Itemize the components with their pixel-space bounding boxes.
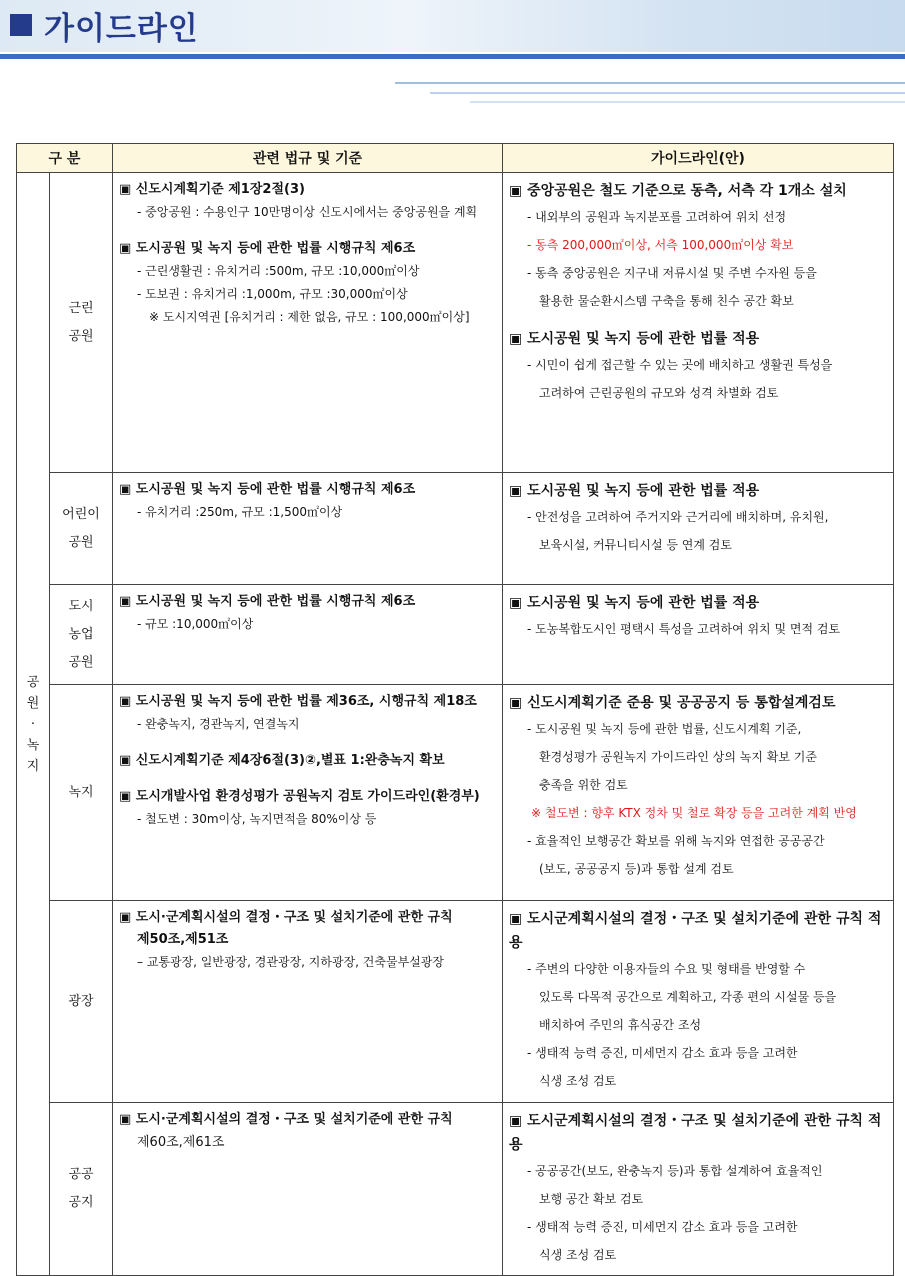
law-line: - 규모 :10,000㎡이상 — [137, 617, 254, 631]
guideline-line: - 안전성을 고려하여 주거지와 근거리에 배치하며, 유치원, — [527, 510, 829, 524]
guideline-cell — [503, 173, 894, 473]
guideline-line: - 효율적인 보행공간 확보를 위해 녹지와 연접한 공공공간 — [527, 834, 825, 848]
guideline-line: - 동측 중앙공원은 지구내 저류시설 및 주변 수자원 등을 — [527, 266, 817, 280]
law-line: - 근린생활권 : 유치거리 :500m, 규모 :10,000㎡이상 — [137, 264, 420, 278]
guideline-line: - 동측 200,000㎡이상, 서측 100,000㎡이상 확보 — [527, 238, 794, 252]
guideline-line: - 생태적 능력 증진, 미세먼지 감소 효과 등을 고려한 — [527, 1046, 798, 1060]
subcategory-cell: 근린 공원 — [50, 173, 113, 473]
law-line: ▣ 도시·군계획시설의 결정・구조 및 설치기준에 관한 규칙 — [119, 1112, 453, 1127]
guideline-line: - 도농복합도시인 평택시 특성을 고려하여 위치 및 면적 검토 — [527, 622, 841, 636]
law-cell — [113, 901, 503, 1103]
guideline-cell — [503, 473, 894, 585]
law-cell — [113, 585, 503, 685]
law-line: ▣ 도시·군계획시설의 결정・구조 및 설치기준에 관한 규칙 — [119, 910, 453, 925]
decorative-line — [470, 101, 905, 103]
guideline-line: - 주변의 다양한 이용자들의 수요 및 형태를 반영할 수 — [527, 962, 806, 976]
guideline-line: ※ 철도변 : 향후 KTX 정차 및 철로 확장 등을 고려한 계획 반영 — [531, 806, 857, 820]
guideline-line: 배치하여 주민의 휴식공간 조성 — [539, 1018, 702, 1032]
subcategory-cell: 녹지 — [50, 685, 113, 901]
guideline-line: (보도, 공공공지 등)과 통합 설계 검토 — [539, 862, 734, 876]
square-bullet-icon — [10, 14, 32, 36]
law-line: – 교통광장, 일반광장, 경관광장, 지하광장, 건축물부설광장 — [137, 955, 444, 969]
header-guideline: 가이드라인(안) — [503, 144, 894, 173]
law-cell — [113, 1103, 503, 1276]
header-law: 관련 법규 및 기준 — [113, 144, 503, 173]
header-divider — [0, 54, 905, 59]
guideline-line: - 내외부의 공원과 녹지분포를 고려하여 위치 선정 — [527, 210, 787, 224]
table-header-row — [17, 144, 894, 173]
law-line: ▣ 신도시계획기준 제1장2절(3) — [119, 182, 305, 197]
guideline-line: 충족을 위한 검토 — [539, 778, 628, 792]
table-row — [17, 1103, 894, 1276]
guideline-line: - 도시공원 및 녹지 등에 관한 법률, 신도시계획 기준, — [527, 722, 802, 736]
guideline-line: - 공공공간(보도, 완충녹지 등)과 통합 설계하여 효율적인 — [527, 1164, 823, 1178]
guideline-line: - 생태적 능력 증진, 미세먼지 감소 효과 등을 고려한 — [527, 1220, 798, 1234]
subcategory-cell: 공공 공지 — [50, 1103, 113, 1276]
law-line: ▣ 도시공원 및 녹지 등에 관한 법률 시행규칙 제6조 — [119, 241, 416, 256]
guideline-line: - 시민이 쉽게 접근할 수 있는 곳에 배치하고 생활권 특성을 — [527, 358, 833, 372]
guideline-line: 환경성평가 공원녹지 가이드라인 상의 녹지 확보 기준 — [539, 750, 817, 764]
law-line: - 도보권 : 유치거리 :1,000m, 규모 :30,000㎡이상 — [137, 287, 408, 301]
law-line: ▣ 도시개발사업 환경성평가 공원녹지 검토 가이드라인(환경부) — [119, 789, 480, 804]
law-line: ▣ 도시공원 및 녹지 등에 관한 법률 시행규칙 제6조 — [119, 594, 416, 609]
law-line: 제60조,제61조 — [137, 1135, 225, 1150]
category-cell: 공 원 · 녹 지 — [17, 173, 50, 1276]
page-title: 가이드라인 — [44, 11, 199, 47]
law-line: - 유치거리 :250m, 규모 :1,500㎡이상 — [137, 505, 343, 519]
law-line: ▣ 신도시계획기준 제4장6절(3)②,별표 1:완충녹지 확보 — [119, 753, 445, 768]
law-line: - 철도변 : 30m이상, 녹지면적을 80%이상 등 — [137, 812, 377, 826]
table-row — [17, 473, 894, 585]
decorative-line — [430, 92, 905, 94]
guideline-line: ▣ 중앙공원은 철도 기준으로 동측, 서측 각 1개소 설치 — [509, 183, 847, 199]
table-row — [17, 585, 894, 685]
law-cell — [113, 173, 503, 473]
guideline-line: 고려하여 근린공원의 규모와 성격 차별화 검토 — [539, 386, 779, 400]
guideline-table — [16, 143, 894, 1276]
guideline-line: ▣ 도시군계획시설의 결정・구조 및 설치기준에 관한 규칙 적용 — [509, 911, 882, 951]
guideline-cell — [503, 585, 894, 685]
subcategory-cell: 광장 — [50, 901, 113, 1103]
law-line: ※ 도시지역권 [유치거리 : 제한 없음, 규모 : 100,000㎡이상] — [149, 310, 470, 324]
guideline-line: ▣ 도시공원 및 녹지 등에 관한 법률 적용 — [509, 595, 760, 611]
guideline-cell — [503, 685, 894, 901]
table-row — [17, 901, 894, 1103]
decorative-line — [395, 82, 905, 84]
law-cell — [113, 473, 503, 585]
table-row — [17, 685, 894, 901]
law-line: - 중앙공원 : 수용인구 10만명이상 신도시에서는 중앙공원을 계획 — [137, 205, 478, 219]
law-line: 제50조,제51조 — [137, 932, 229, 947]
subcategory-cell: 도시 농업 공원 — [50, 585, 113, 685]
guideline-line: 있도록 다목적 공간으로 계획하고, 각종 편의 시설물 등을 — [539, 990, 837, 1004]
guideline-line: 활용한 물순환시스템 구축을 통해 친수 공간 확보 — [539, 294, 794, 308]
law-cell — [113, 685, 503, 901]
guideline-line: 식생 조성 검토 — [539, 1248, 617, 1262]
guideline-line: ▣ 도시공원 및 녹지 등에 관한 법률 적용 — [509, 331, 760, 347]
guideline-line: 보육시설, 커뮤니티시설 등 연계 검토 — [539, 538, 732, 552]
subcategory-cell: 어린이 공원 — [50, 473, 113, 585]
guideline-cell — [503, 901, 894, 1103]
guideline-line: 보행 공간 확보 검토 — [539, 1192, 644, 1206]
header-category: 구 분 — [17, 144, 113, 173]
guideline-line: ▣ 도시공원 및 녹지 등에 관한 법률 적용 — [509, 483, 760, 499]
guideline-line: 식생 조성 검토 — [539, 1074, 617, 1088]
guideline-line: ▣ 신도시계획기준 준용 및 공공공지 등 통합설계검토 — [509, 695, 836, 711]
guideline-cell — [503, 1103, 894, 1276]
guideline-line: ▣ 도시군계획시설의 결정・구조 및 설치기준에 관한 규칙 적용 — [509, 1113, 882, 1153]
law-line: ▣ 도시공원 및 녹지 등에 관한 법률 시행규칙 제6조 — [119, 482, 416, 497]
law-line: - 완충녹지, 경관녹지, 연결녹지 — [137, 717, 300, 731]
table-row — [17, 173, 894, 473]
law-line: ▣ 도시공원 및 녹지 등에 관한 법률 제36조, 시행규칙 제18조 — [119, 694, 477, 709]
